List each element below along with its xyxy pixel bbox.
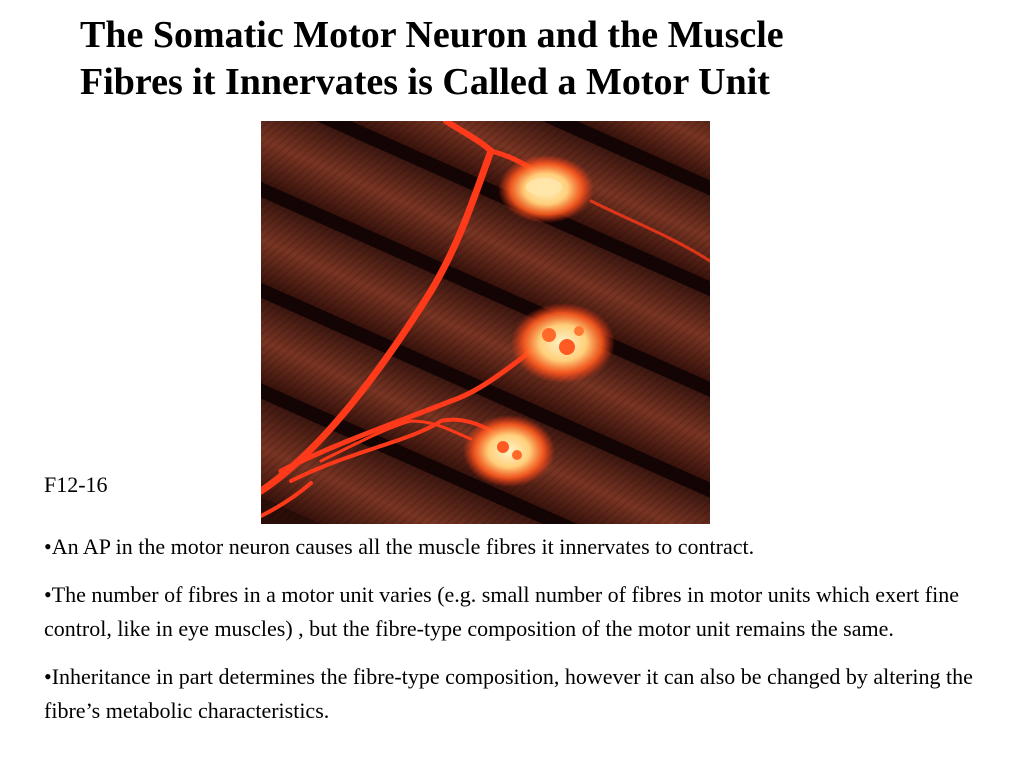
motor-unit-micrograph bbox=[261, 121, 710, 524]
bullet-item: •Inheritance in part determines the fibre-type composition, however it can also be changed by altering the fibre’s metabolic characteristics. bbox=[44, 664, 973, 723]
neuromuscular-junction-middle bbox=[511, 303, 615, 383]
slide-title bbox=[80, 12, 960, 106]
title-line-1: The Somatic Motor Neuron and the Muscle bbox=[80, 14, 784, 56]
title-line-2: Fibres it Innervates is Called a Motor Unit bbox=[80, 61, 770, 103]
bullet-item: •An AP in the motor neuron causes all the muscle fibres it innervates to contract. bbox=[44, 534, 755, 559]
neuromuscular-junction-bottom bbox=[463, 415, 555, 487]
figure-reference: F12-16 bbox=[44, 472, 108, 497]
bullet-item: •The number of fibres in a motor unit varies (e.g. small number of fibres in motor units which exert fine control, like in eye muscles) , but the fibre-type composition of the motor unit remains the same. bbox=[44, 582, 959, 641]
micrograph-image bbox=[261, 121, 710, 524]
bullet-list bbox=[44, 530, 984, 742]
neuromuscular-junction-top bbox=[498, 155, 594, 223]
